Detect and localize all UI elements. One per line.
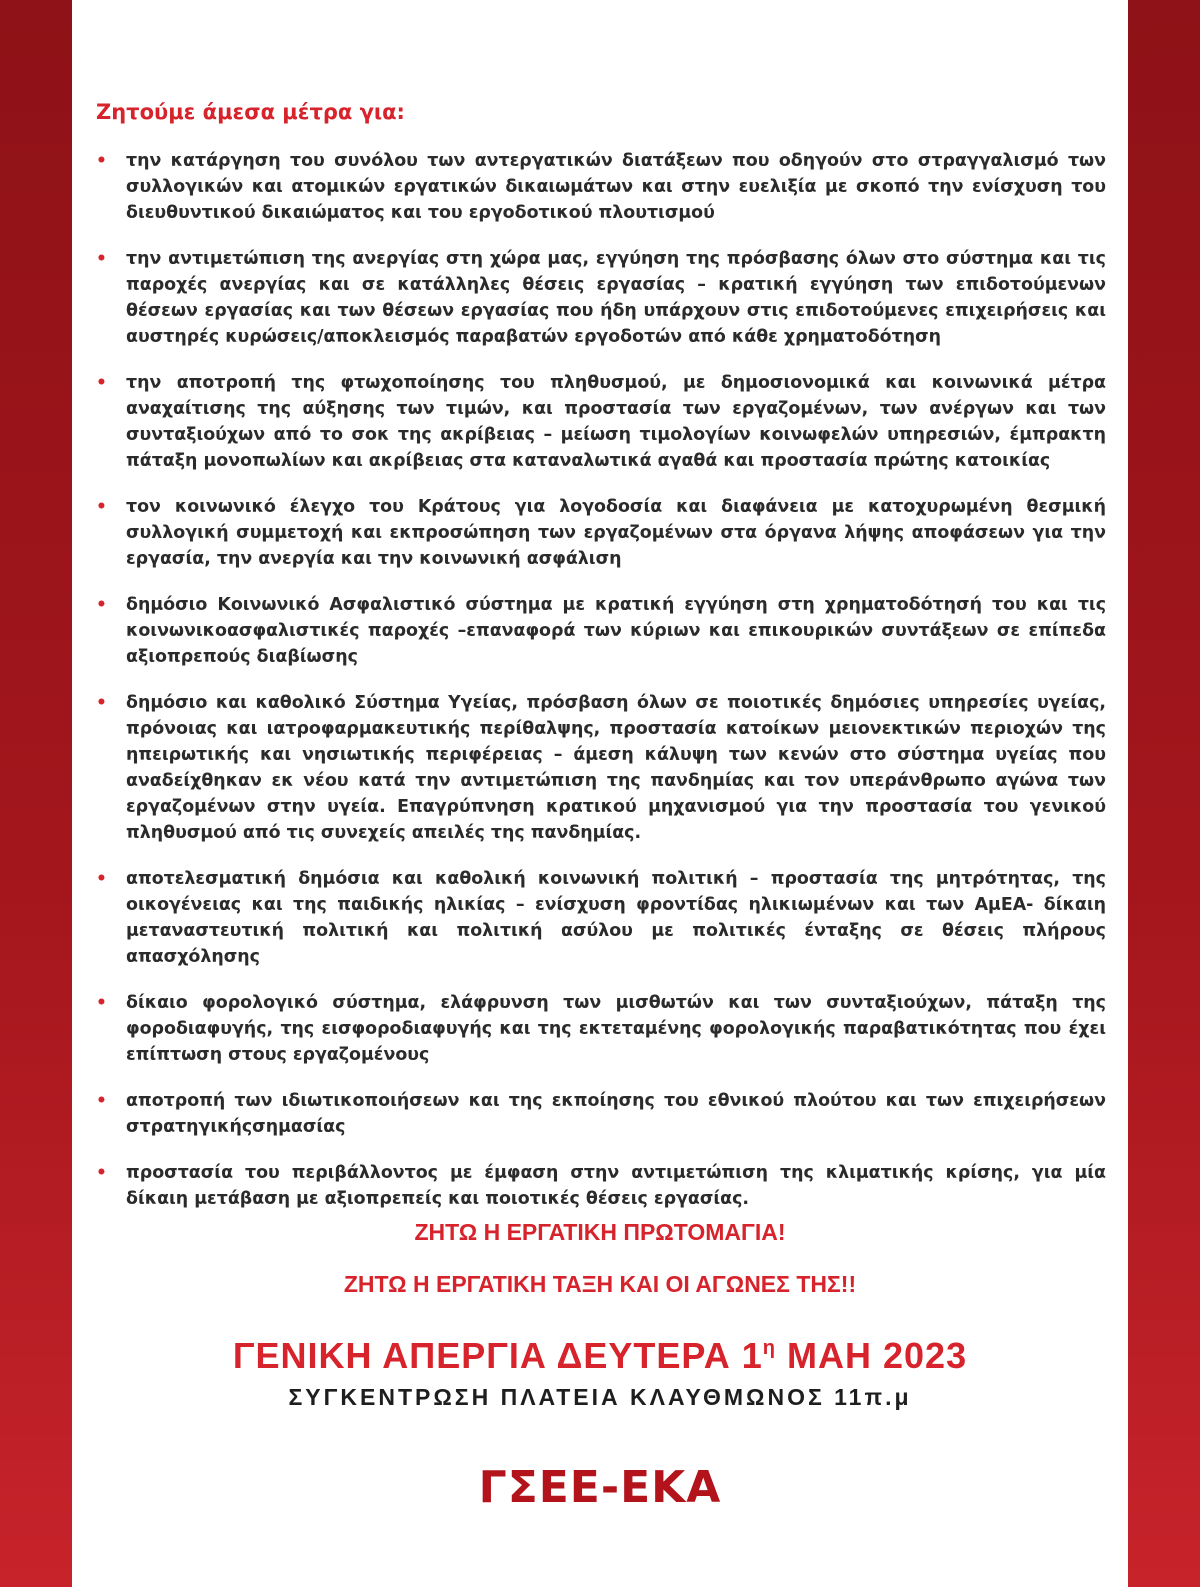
right-red-border [1128, 0, 1200, 1587]
bullet-icon: • [96, 869, 107, 889]
strike-title-ordinal: η [762, 1337, 777, 1359]
rally-info: ΣΥΓΚΕΝΤΡΩΣΗ ΠΛΑΤΕΙΑ ΚΛΑΥΘΜΩΝΟΣ 11π.μ [288, 1384, 912, 1410]
list-item [96, 370, 1106, 474]
bullet-icon: • [96, 993, 107, 1013]
bullet-icon: • [96, 497, 107, 517]
list-item [96, 866, 1106, 970]
demand-text: την κατάργηση του συνόλου των αντεργατικών διατάξεων που οδηγούν στο στραγγαλισμό των συλλογικών και ατομικών εργατικών δικαιωμάτων και στην ευελιξία με σκοπό την ενίσχυση του διευθυντικού δικαιώματος και του εργοδοτικού πλουτισμού [126, 151, 1106, 223]
bullet-icon: • [96, 249, 107, 269]
demands-list [96, 148, 1106, 1232]
bullet-icon: • [96, 1163, 107, 1183]
flyer-page [72, 0, 1128, 1587]
demand-text: την αντιμετώπιση της ανεργίας στη χώρα μας, εγγύηση της πρόσβασης όλων στο σύστημα και τις παροχές ανεργίας και σε κατάλληλες θέσεις εργασίας – κρατική εγγύηση των επιδοτούμενων θέσεων εργασίας και των θέσεων εργασίας που ήδη υπάρχουν στις επιδοτούμενες επιχειρήσεις και αυστηρές κυρώσεις/αποκλεισμός παραβατών εργοδοτών από κάθε χρηματοδότηση [126, 249, 1106, 347]
demand-text: αποτροπή των ιδιωτικοποιήσεων και της εκποίησης του εθνικού πλούτου και των επιχειρήσεων στρατηγικήςσημασίας [126, 1091, 1106, 1137]
slogans [72, 1206, 1128, 1310]
list-item [96, 990, 1106, 1068]
demand-text: δημόσιο Κοινωνικό Ασφαλιστικό σύστημα με κρατική εγγύηση στη χρηματοδότησή του και τις κοινωνικοασφαλιστικές παροχές –επαναφορά των κύριων και επικουρικών συντάξεων σε επίπεδα αξιοπρεπούς διαβίωσης [126, 595, 1106, 667]
bullet-icon: • [96, 151, 107, 171]
list-item [96, 1160, 1106, 1212]
demand-text: την αποτροπή της φτωχοποίησης του πληθυσμού, με δημοσιονομικά και κοινωνικά μέτρα αναχαίτισης της αύξησης των τιμών, και προστασία των εργαζομένων, των ανέργων και των συνταξιούχων από το σοκ της ακρίβειας – μείωση τιμολογίων κοινωφελών υπηρεσιών, έμπρακτη πάταξη μονοπωλίων και ακρίβειας στα καταναλωτικά αγαθά και προστασία πρώτης κατοικίας [126, 373, 1106, 471]
list-item [96, 246, 1106, 350]
demand-text: προστασία του περιβάλλοντος με έμφαση στην αντιμετώπιση της κλιματικής κρίσης, για μία δίκαιη μετάβαση με αξιοπρεπείς και ποιοτικές θέσεις εργασίας. [126, 1163, 1106, 1209]
slogan-working-class: ΖΗΤΩ Η ΕΡΓΑΤΙΚΗ ΤΑΞΗ ΚΑΙ ΟΙ ΑΓΩΝΕΣ ΤΗΣ!! [343, 1271, 857, 1297]
bullet-icon: • [96, 595, 107, 615]
list-item [96, 494, 1106, 572]
demand-text: αποτελεσματική δημόσια και καθολική κοινωνική πολιτική – προστασία της μητρότητας, της οικογένειας και της παιδικής ηλικίας – ενίσχυση φροντίδας ηλικιωμένων και των ΑμΕΑ- δίκαιη μεταναστευτική πολιτική και πολιτική ασύλου με πολιτικές ένταξης σε θέσεις πλήρους απασχόλησης [126, 869, 1106, 967]
list-item [96, 592, 1106, 670]
slogan-protomagia: ΖΗΤΩ Η ΕΡΓΑΤΙΚΗ ΠΡΩΤΟΜΑΓΙΑ! [414, 1219, 786, 1245]
demands-heading: Ζητούμε άμεσα μέτρα για: [96, 100, 405, 124]
list-item [96, 1088, 1106, 1140]
list-item [96, 148, 1106, 226]
demand-text: δίκαιο φορολογικό σύστημα, ελάφρυνση των μισθωτών και των συνταξιούχων, πάταξη της φοροδιαφυγής, της εισφοροδιαφυγής και της εκτεταμένης φορολογικής παραβατικότητας που έχει επίπτωση στους εργαζομένους [126, 993, 1106, 1065]
general-strike-title [72, 1335, 1128, 1377]
bullet-icon: • [96, 373, 107, 393]
demand-text: τον κοινωνικό έλεγχο του Κράτους για λογοδοσία και διαφάνεια με κατοχυρωμένη θεσμική συλλογική συμμετοχή και εκπροσώπηση των εργαζομένων στα όργανα λήψης αποφάσεων για την εργασία, την ανεργία και την κοινωνική ασφάλιση [126, 497, 1106, 569]
strike-title-date: ΜΑΗ 2023 [776, 1335, 968, 1376]
list-item [96, 690, 1106, 846]
left-red-border [0, 0, 72, 1587]
bullet-icon: • [96, 693, 107, 713]
bullet-icon: • [96, 1091, 107, 1111]
gsee-eka-logo: ΓΣΕΕ-ΕΚΑ [478, 1462, 722, 1513]
demand-text: δημόσιο και καθολικό Σύστημα Υγείας, πρόσβαση όλων σε ποιοτικές δημόσιες υπηρεσίες υγείας, πρόνοιας και ιατροφαρμακευτικής περίθαλψης, προστασία κατοίκων μειονεκτικών περιοχών της ηπειρωτικής και νησιωτικής περιφέρειας – άμεση κάλυψη των κενών στο σύστημα υγείας που αναδείχθηκαν εκ νέου κατά την αντιμετώπιση της πανδημίας και τον υπεράνθρωπο αγώνα των εργαζομένων στην υγεία. Επαγρύπνηση κρατικού μηχανισμού για την προστασία του γενικού πληθυσμού από τις συνεχείς απειλές της πανδημίας. [126, 693, 1106, 843]
strike-title-main: ΓΕΝΙΚΗ ΑΠΕΡΓΙΑ ΔΕΥΤΕΡΑ 1 [232, 1335, 763, 1376]
